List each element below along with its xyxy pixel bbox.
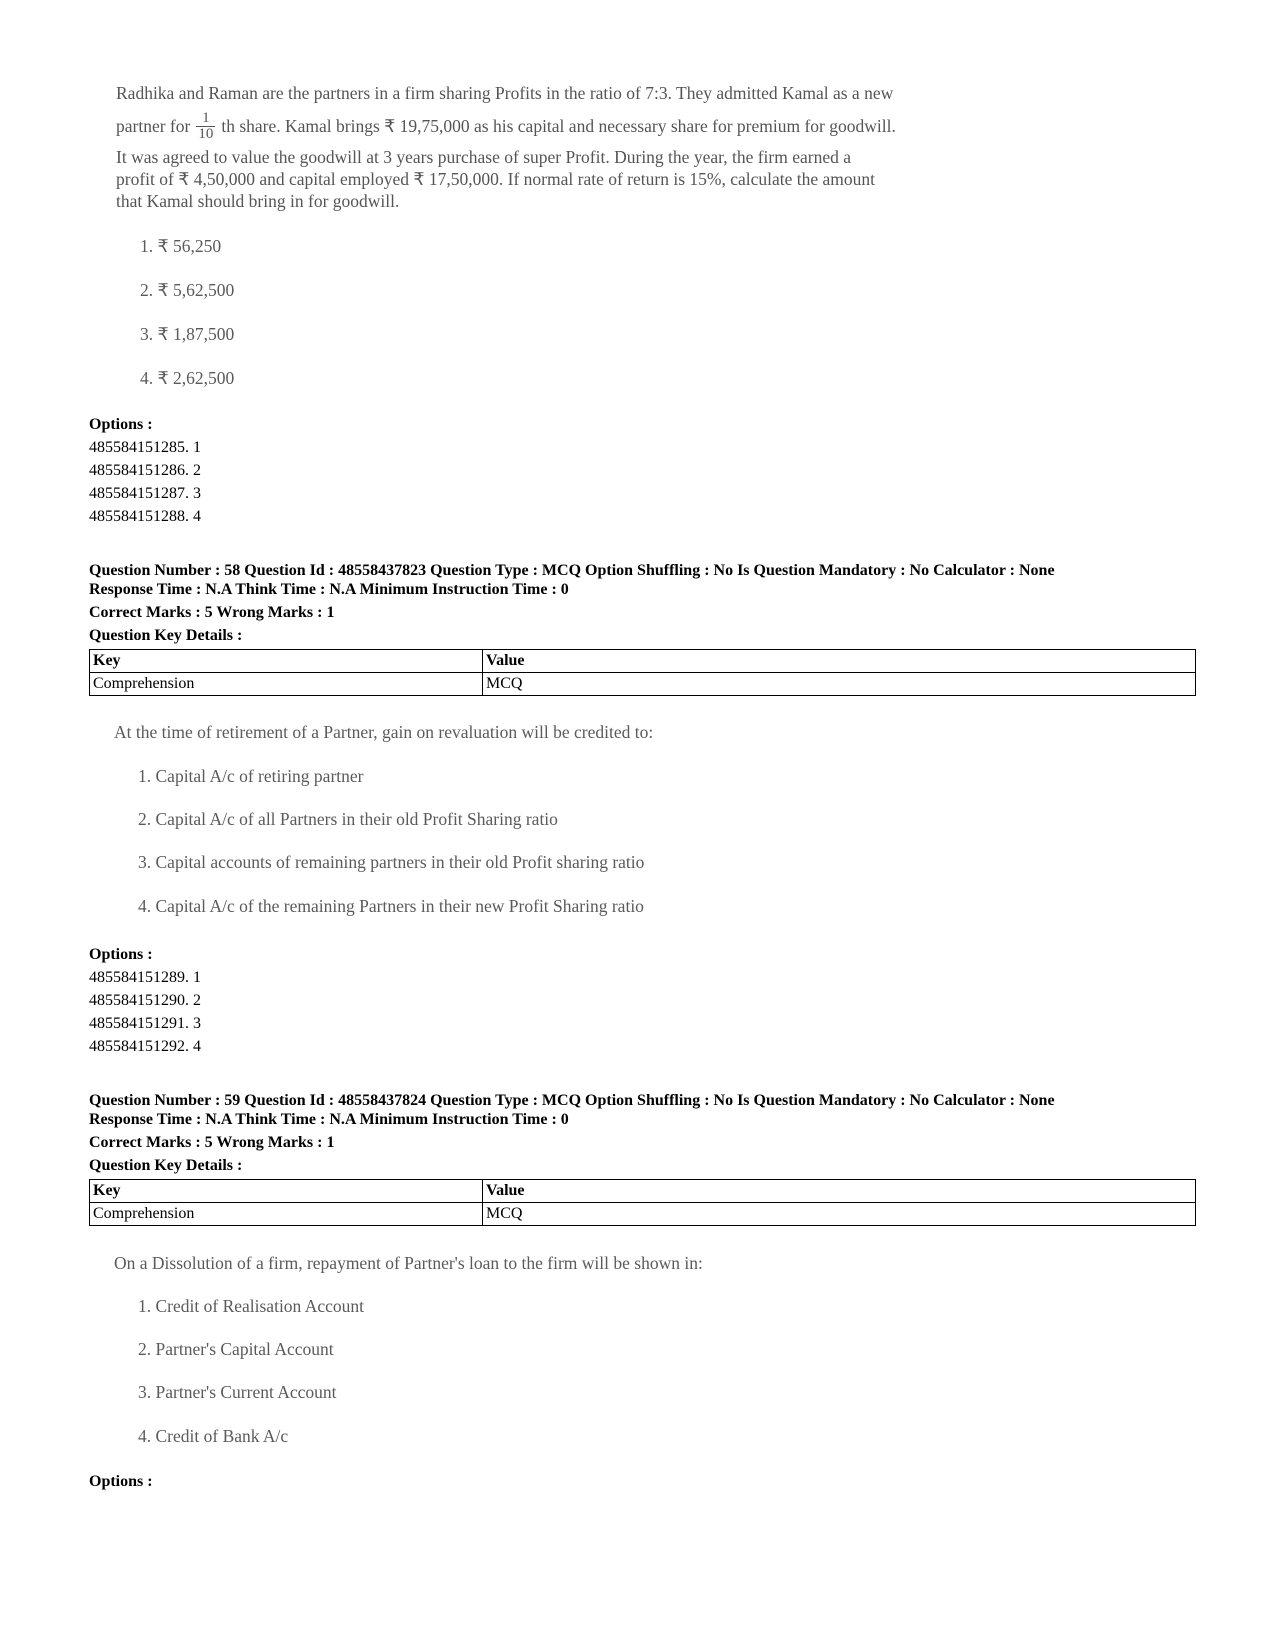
q58-value-header: Value [483, 650, 1196, 673]
q59-key-details-label: Question Key Details : [89, 1157, 243, 1174]
q59-key-table [89, 1179, 1196, 1226]
q57-choice-3: 3. ₹ 1,87,500 [140, 324, 235, 344]
q57-question-image [116, 82, 896, 212]
q58-header-line1: Question Number : 58 Question Id : 48558437823 Question Type : MCQ Option Shuffling : No Is Question Mandatory : No Calculator : None [89, 562, 1055, 579]
q58-marks: Correct Marks : 5 Wrong Marks : 1 [89, 604, 335, 621]
q58-key-table-header [90, 650, 1196, 673]
q59-marks: Correct Marks : 5 Wrong Marks : 1 [89, 1134, 335, 1151]
q59-key-header: Key [90, 1180, 483, 1203]
q58-options-label: Options : [89, 946, 153, 963]
q59-stem: On a Dissolution of a firm, repayment of Partner's loan to the firm will be shown in: [114, 1253, 703, 1273]
q59-choice-1: 1. Credit of Realisation Account [138, 1296, 364, 1316]
q58-choice-2: 2. Capital A/c of all Partners in their old Profit Sharing ratio [138, 809, 558, 829]
q57-stem-line2 [116, 106, 896, 146]
q58-key-table [89, 649, 1196, 696]
q57-fraction-denominator: 10 [198, 125, 214, 142]
q57-stem-line5: that Kamal should bring in for goodwill. [116, 191, 400, 211]
q59-header-line2: Response Time : N.A Think Time : N.A Minimum Instruction Time : 0 [89, 1111, 569, 1128]
q59-value-header: Value [483, 1180, 1196, 1203]
q58-key-cell: Comprehension [90, 673, 483, 696]
q58-key-details-label: Question Key Details : [89, 627, 243, 644]
q58-choice-3: 3. Capital accounts of remaining partners in their old Profit sharing ratio [138, 852, 645, 872]
q58-choice-1: 1. Capital A/c of retiring partner [138, 766, 364, 786]
q58-key-header: Key [90, 650, 483, 673]
q58-option-4: 485584151292. 4 [89, 1038, 201, 1055]
q57-choice-4: 4. ₹ 2,62,500 [140, 368, 235, 388]
q58-option-1: 485584151289. 1 [89, 969, 201, 986]
q58-option-2: 485584151290. 2 [89, 992, 201, 1009]
q59-value-cell: MCQ [483, 1203, 1196, 1226]
q58-header-line2: Response Time : N.A Think Time : N.A Minimum Instruction Time : 0 [89, 581, 569, 598]
q57-choice-2: 2. ₹ 5,62,500 [140, 280, 235, 300]
q59-key-cell: Comprehension [90, 1203, 483, 1226]
q59-options-label: Options : [89, 1473, 153, 1490]
q57-option-4: 485584151288. 4 [89, 508, 201, 525]
q57-option-2: 485584151286. 2 [89, 462, 201, 479]
q57-stem-line1: Radhika and Raman are the partners in a firm sharing Profits in the ratio of 7:3. They admitted Kamal as a new [116, 83, 894, 103]
q59-key-table-header [90, 1180, 1196, 1203]
q57-stem-line2-pre: partner for [116, 116, 191, 136]
q57-option-1: 485584151285. 1 [89, 439, 201, 456]
q57-option-3: 485584151287. 3 [89, 485, 201, 502]
q58-value-cell: MCQ [483, 673, 1196, 696]
q57-stem-line2-post: th share. Kamal brings ₹ 19,75,000 as his capital and necessary share for premium for goodwill. [221, 116, 896, 136]
q58-option-3: 485584151291. 3 [89, 1015, 201, 1032]
q57-stem-line4: profit of ₹ 4,50,000 and capital employed ₹ 17,50,000. If normal rate of return is 15%, calculate the amount [116, 169, 875, 189]
q59-choice-2: 2. Partner's Capital Account [138, 1339, 334, 1359]
q57-fraction [196, 111, 215, 142]
q57-options-label: Options : [89, 416, 153, 433]
q59-choice-3: 3. Partner's Current Account [138, 1382, 337, 1402]
q57-stem-line3: It was agreed to value the goodwill at 3 years purchase of super Profit. During the year, the firm earned a [116, 147, 852, 167]
q58-key-table-row [90, 673, 1196, 696]
q59-header-line1: Question Number : 59 Question Id : 48558437824 Question Type : MCQ Option Shuffling : No Is Question Mandatory : No Calculator : None [89, 1092, 1055, 1109]
q59-key-table-row [90, 1203, 1196, 1226]
q58-choice-4: 4. Capital A/c of the remaining Partners in their new Profit Sharing ratio [138, 896, 644, 916]
q58-stem: At the time of retirement of a Partner, gain on revaluation will be credited to: [114, 722, 654, 742]
q57-fraction-numerator: 1 [196, 111, 215, 127]
q59-choice-4: 4. Credit of Bank A/c [138, 1426, 289, 1446]
q57-choice-1: 1. ₹ 56,250 [140, 236, 222, 256]
